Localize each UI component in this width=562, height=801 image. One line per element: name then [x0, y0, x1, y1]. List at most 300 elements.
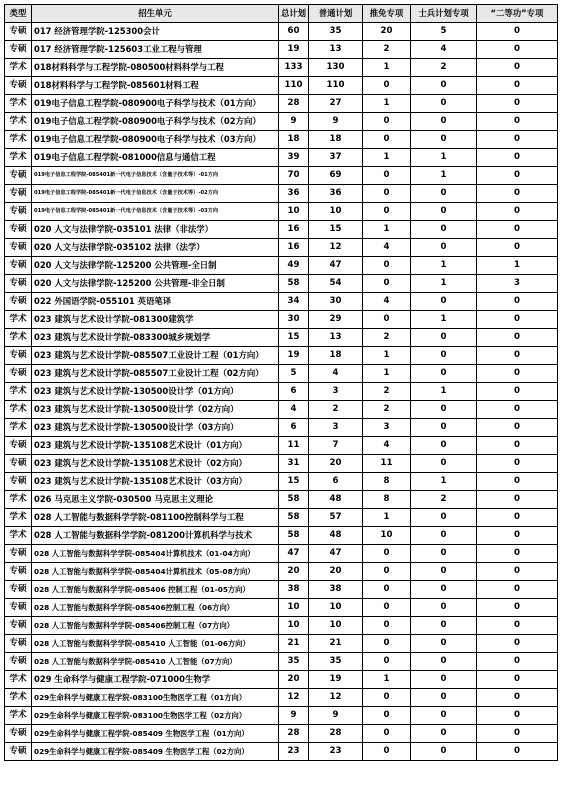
total-plan-cell: 5: [279, 365, 309, 383]
header-total: 总计划: [279, 5, 309, 23]
normal-plan-cell: 4: [309, 365, 363, 383]
normal-plan-cell: 7: [309, 437, 363, 455]
second-class-merit-cell: 0: [477, 149, 558, 167]
unit-cell: 029生命科学与健康工程学院-083100生物医学工程（01方向）: [32, 689, 279, 707]
enrollment-plan-table-wrapper: [4, 4, 558, 761]
tuimian-cell: 2: [363, 329, 411, 347]
total-plan-cell: 30: [279, 311, 309, 329]
soldier-plan-cell: 0: [411, 545, 477, 563]
type-cell: 学术: [5, 149, 32, 167]
unit-cell: 023 建筑与艺术设计学院-130500设计学（01方向）: [32, 383, 279, 401]
total-plan-cell: 15: [279, 473, 309, 491]
type-cell: 专硕: [5, 239, 32, 257]
type-cell: 专硕: [5, 653, 32, 671]
tuimian-cell: 1: [363, 671, 411, 689]
normal-plan-cell: 12: [309, 689, 363, 707]
tuimian-cell: 3: [363, 419, 411, 437]
unit-cell: 023 建筑与艺术设计学院-135108艺术设计（01方向）: [32, 437, 279, 455]
total-plan-cell: 11: [279, 437, 309, 455]
unit-cell: 028 人工智能与数据科学学院-085404计算机技术（05-08方向）: [32, 563, 279, 581]
soldier-plan-cell: 0: [411, 635, 477, 653]
unit-cell: 020 人文与法律学院-035101 法律（非法学）: [32, 221, 279, 239]
unit-cell: 023 建筑与艺术设计学院-135108艺术设计（02方向）: [32, 455, 279, 473]
soldier-plan-cell: 1: [411, 257, 477, 275]
total-plan-cell: 10: [279, 617, 309, 635]
table-row: [5, 689, 558, 707]
soldier-plan-cell: 0: [411, 113, 477, 131]
normal-plan-cell: 28: [309, 725, 363, 743]
second-class-merit-cell: 0: [477, 77, 558, 95]
type-cell: 学术: [5, 95, 32, 113]
second-class-merit-cell: 0: [477, 59, 558, 77]
normal-plan-cell: 13: [309, 329, 363, 347]
unit-cell: 029生命科学与健康工程学院-083100生物医学工程（02方向）: [32, 707, 279, 725]
header-tuimian: 推免专项: [363, 5, 411, 23]
type-cell: 专硕: [5, 275, 32, 293]
header-second-class-merit: “二等功”专项: [477, 5, 558, 23]
tuimian-cell: 0: [363, 617, 411, 635]
soldier-plan-cell: 1: [411, 167, 477, 185]
type-cell: 专硕: [5, 455, 32, 473]
tuimian-cell: 0: [363, 545, 411, 563]
unit-cell: 023 建筑与艺术设计学院-130500设计学（03方向）: [32, 419, 279, 437]
soldier-plan-cell: 0: [411, 95, 477, 113]
soldier-plan-cell: 4: [411, 41, 477, 59]
total-plan-cell: 20: [279, 563, 309, 581]
soldier-plan-cell: 0: [411, 203, 477, 221]
total-plan-cell: 9: [279, 113, 309, 131]
table-row: [5, 77, 558, 95]
tuimian-cell: 4: [363, 239, 411, 257]
normal-plan-cell: 37: [309, 149, 363, 167]
soldier-plan-cell: 0: [411, 743, 477, 761]
table-row: [5, 707, 558, 725]
tuimian-cell: 0: [363, 311, 411, 329]
table-row: [5, 239, 558, 257]
second-class-merit-cell: 0: [477, 383, 558, 401]
table-row: [5, 671, 558, 689]
type-cell: 专硕: [5, 23, 32, 41]
table-row: [5, 113, 558, 131]
unit-cell: 018材料科学与工程学院-080500材料科学与工程: [32, 59, 279, 77]
unit-cell: 023 建筑与艺术设计学院-130500设计学（02方向）: [32, 401, 279, 419]
type-cell: 专硕: [5, 599, 32, 617]
normal-plan-cell: 47: [309, 545, 363, 563]
unit-cell: 028 人工智能与数据科学学院-085410 人工智能（01-06方向）: [32, 635, 279, 653]
table-row: [5, 599, 558, 617]
tuimian-cell: 0: [363, 113, 411, 131]
soldier-plan-cell: 0: [411, 725, 477, 743]
total-plan-cell: 16: [279, 221, 309, 239]
table-row: [5, 581, 558, 599]
tuimian-cell: 0: [363, 743, 411, 761]
table-row: [5, 563, 558, 581]
unit-cell: 023 建筑与艺术设计学院-085507工业设计工程（01方向）: [32, 347, 279, 365]
table-row: [5, 617, 558, 635]
second-class-merit-cell: 0: [477, 185, 558, 203]
normal-plan-cell: 9: [309, 707, 363, 725]
soldier-plan-cell: 0: [411, 653, 477, 671]
type-cell: 专硕: [5, 581, 32, 599]
table-row: [5, 167, 558, 185]
table-row: [5, 23, 558, 41]
normal-plan-cell: 54: [309, 275, 363, 293]
normal-plan-cell: 12: [309, 239, 363, 257]
normal-plan-cell: 10: [309, 617, 363, 635]
normal-plan-cell: 9: [309, 113, 363, 131]
second-class-merit-cell: 0: [477, 347, 558, 365]
soldier-plan-cell: 0: [411, 707, 477, 725]
second-class-merit-cell: 0: [477, 635, 558, 653]
soldier-plan-cell: 0: [411, 329, 477, 347]
type-cell: 学术: [5, 383, 32, 401]
normal-plan-cell: 69: [309, 167, 363, 185]
unit-cell: 019电子信息工程学院-080900电子科学与技术（03方向）: [32, 131, 279, 149]
unit-cell: 019电子信息工程学院-080900电子科学与技术（01方向）: [32, 95, 279, 113]
soldier-plan-cell: 0: [411, 293, 477, 311]
total-plan-cell: 47: [279, 545, 309, 563]
tuimian-cell: 0: [363, 635, 411, 653]
second-class-merit-cell: 0: [477, 509, 558, 527]
unit-cell: 017 经济管理学院-125603工业工程与管理: [32, 41, 279, 59]
second-class-merit-cell: 0: [477, 725, 558, 743]
total-plan-cell: 28: [279, 95, 309, 113]
tuimian-cell: 0: [363, 185, 411, 203]
normal-plan-cell: 48: [309, 491, 363, 509]
tuimian-cell: 0: [363, 131, 411, 149]
type-cell: 学术: [5, 671, 32, 689]
normal-plan-cell: 48: [309, 527, 363, 545]
soldier-plan-cell: 1: [411, 311, 477, 329]
soldier-plan-cell: 1: [411, 275, 477, 293]
soldier-plan-cell: 0: [411, 563, 477, 581]
type-cell: 学术: [5, 113, 32, 131]
tuimian-cell: 1: [363, 347, 411, 365]
type-cell: 专硕: [5, 257, 32, 275]
normal-plan-cell: 2: [309, 401, 363, 419]
soldier-plan-cell: 0: [411, 599, 477, 617]
tuimian-cell: 1: [363, 509, 411, 527]
tuimian-cell: 20: [363, 23, 411, 41]
type-cell: 专硕: [5, 437, 32, 455]
second-class-merit-cell: 3: [477, 275, 558, 293]
second-class-merit-cell: 0: [477, 653, 558, 671]
table-row: [5, 131, 558, 149]
soldier-plan-cell: 0: [411, 221, 477, 239]
normal-plan-cell: 35: [309, 23, 363, 41]
type-cell: 学术: [5, 527, 32, 545]
unit-cell: 026 马克思主义学院-030500 马克思主义理论: [32, 491, 279, 509]
soldier-plan-cell: 5: [411, 23, 477, 41]
total-plan-cell: 110: [279, 77, 309, 95]
type-cell: 专硕: [5, 41, 32, 59]
type-cell: 专硕: [5, 635, 32, 653]
second-class-merit-cell: 0: [477, 131, 558, 149]
type-cell: 学术: [5, 509, 32, 527]
total-plan-cell: 12: [279, 689, 309, 707]
normal-plan-cell: 29: [309, 311, 363, 329]
total-plan-cell: 21: [279, 635, 309, 653]
total-plan-cell: 9: [279, 707, 309, 725]
total-plan-cell: 20: [279, 671, 309, 689]
normal-plan-cell: 15: [309, 221, 363, 239]
type-cell: 专硕: [5, 545, 32, 563]
total-plan-cell: 10: [279, 599, 309, 617]
unit-cell: 019电子信息工程学院-085401新一代电子信息技术（含量子技术等）-01方向: [32, 167, 279, 185]
table-row: [5, 59, 558, 77]
total-plan-cell: 36: [279, 185, 309, 203]
type-cell: 专硕: [5, 203, 32, 221]
normal-plan-cell: 18: [309, 131, 363, 149]
second-class-merit-cell: 0: [477, 203, 558, 221]
normal-plan-cell: 19: [309, 671, 363, 689]
type-cell: 学术: [5, 419, 32, 437]
tuimian-cell: 0: [363, 257, 411, 275]
unit-cell: 020 人文与法律学院-035102 法律（法学）: [32, 239, 279, 257]
tuimian-cell: 0: [363, 707, 411, 725]
tuimian-cell: 1: [363, 221, 411, 239]
enrollment-plan-table: [4, 4, 558, 761]
header-unit: 招生单元: [32, 5, 279, 23]
tuimian-cell: 0: [363, 167, 411, 185]
tuimian-cell: 0: [363, 275, 411, 293]
total-plan-cell: 19: [279, 41, 309, 59]
table-row: [5, 545, 558, 563]
second-class-merit-cell: 0: [477, 95, 558, 113]
second-class-merit-cell: 0: [477, 689, 558, 707]
table-row: [5, 275, 558, 293]
normal-plan-cell: 6: [309, 473, 363, 491]
normal-plan-cell: 38: [309, 581, 363, 599]
table-header-row: [5, 5, 558, 23]
total-plan-cell: 49: [279, 257, 309, 275]
total-plan-cell: 4: [279, 401, 309, 419]
type-cell: 学术: [5, 59, 32, 77]
second-class-merit-cell: 0: [477, 599, 558, 617]
unit-cell: 018材料科学与工程学院-085601材料工程: [32, 77, 279, 95]
tuimian-cell: 4: [363, 437, 411, 455]
type-cell: 学术: [5, 491, 32, 509]
table-row: [5, 185, 558, 203]
unit-cell: 023 建筑与艺术设计学院-083300城乡规划学: [32, 329, 279, 347]
soldier-plan-cell: 0: [411, 509, 477, 527]
unit-cell: 029生命科学与健康工程学院-085409 生物医学工程（02方向）: [32, 743, 279, 761]
total-plan-cell: 70: [279, 167, 309, 185]
type-cell: 专硕: [5, 77, 32, 95]
tuimian-cell: 0: [363, 581, 411, 599]
tuimian-cell: 0: [363, 77, 411, 95]
tuimian-cell: 1: [363, 95, 411, 113]
unit-cell: 023 建筑与艺术设计学院-135108艺术设计（03方向）: [32, 473, 279, 491]
tuimian-cell: 1: [363, 59, 411, 77]
normal-plan-cell: 20: [309, 563, 363, 581]
soldier-plan-cell: 1: [411, 383, 477, 401]
unit-cell: 028 人工智能与数据科学学院-085406控制工程（07方向）: [32, 617, 279, 635]
second-class-merit-cell: 0: [477, 221, 558, 239]
table-row: [5, 257, 558, 275]
unit-cell: 019电子信息工程学院-085401新一代电子信息技术（含量子技术等）-02方向: [32, 185, 279, 203]
total-plan-cell: 16: [279, 239, 309, 257]
table-row: [5, 419, 558, 437]
total-plan-cell: 23: [279, 743, 309, 761]
normal-plan-cell: 10: [309, 203, 363, 221]
table-row: [5, 365, 558, 383]
normal-plan-cell: 3: [309, 419, 363, 437]
normal-plan-cell: 21: [309, 635, 363, 653]
tuimian-cell: 0: [363, 725, 411, 743]
unit-cell: 020 人文与法律学院-125200 公共管理-全日制: [32, 257, 279, 275]
soldier-plan-cell: 0: [411, 401, 477, 419]
total-plan-cell: 6: [279, 383, 309, 401]
normal-plan-cell: 57: [309, 509, 363, 527]
soldier-plan-cell: 0: [411, 419, 477, 437]
tuimian-cell: 2: [363, 41, 411, 59]
soldier-plan-cell: 0: [411, 239, 477, 257]
second-class-merit-cell: 0: [477, 239, 558, 257]
type-cell: 专硕: [5, 725, 32, 743]
unit-cell: 028 人工智能与数据科学学院-081100控制科学与工程: [32, 509, 279, 527]
type-cell: 学术: [5, 311, 32, 329]
unit-cell: 028 人工智能与数据科学学院-085406 控制工程（01-05方向）: [32, 581, 279, 599]
second-class-merit-cell: 0: [477, 545, 558, 563]
tuimian-cell: 0: [363, 653, 411, 671]
table-body: [5, 23, 558, 761]
unit-cell: 028 人工智能与数据科学学院-085404计算机技术（01-04方向）: [32, 545, 279, 563]
header-normal: 普通计划: [309, 5, 363, 23]
second-class-merit-cell: 0: [477, 401, 558, 419]
table-row: [5, 635, 558, 653]
normal-plan-cell: 13: [309, 41, 363, 59]
unit-cell: 019电子信息工程学院-080900电子科学与技术（02方向）: [32, 113, 279, 131]
table-row: [5, 383, 558, 401]
second-class-merit-cell: 0: [477, 419, 558, 437]
table-row: [5, 509, 558, 527]
unit-cell: 029生命科学与健康工程学院-085409 生物医学工程（01方向）: [32, 725, 279, 743]
tuimian-cell: 2: [363, 401, 411, 419]
type-cell: 专硕: [5, 563, 32, 581]
unit-cell: 028 人工智能与数据科学学院-085406控制工程（06方向）: [32, 599, 279, 617]
type-cell: 专硕: [5, 167, 32, 185]
header-soldier: 士兵计划专项: [411, 5, 477, 23]
normal-plan-cell: 18: [309, 347, 363, 365]
unit-cell: 019电子信息工程学院-081000信息与通信工程: [32, 149, 279, 167]
total-plan-cell: 38: [279, 581, 309, 599]
type-cell: 专硕: [5, 473, 32, 491]
table-row: [5, 293, 558, 311]
type-cell: 专硕: [5, 293, 32, 311]
tuimian-cell: 0: [363, 563, 411, 581]
table-row: [5, 473, 558, 491]
second-class-merit-cell: 1: [477, 257, 558, 275]
second-class-merit-cell: 0: [477, 167, 558, 185]
total-plan-cell: 58: [279, 491, 309, 509]
tuimian-cell: 0: [363, 599, 411, 617]
type-cell: 学术: [5, 707, 32, 725]
table-row: [5, 653, 558, 671]
tuimian-cell: 8: [363, 491, 411, 509]
total-plan-cell: 34: [279, 293, 309, 311]
unit-cell: 022 外国语学院-055101 英语笔译: [32, 293, 279, 311]
soldier-plan-cell: 0: [411, 455, 477, 473]
table-row: [5, 527, 558, 545]
total-plan-cell: 28: [279, 725, 309, 743]
second-class-merit-cell: 0: [477, 365, 558, 383]
soldier-plan-cell: 0: [411, 347, 477, 365]
soldier-plan-cell: 1: [411, 149, 477, 167]
type-cell: 专硕: [5, 617, 32, 635]
total-plan-cell: 58: [279, 509, 309, 527]
table-row: [5, 347, 558, 365]
type-cell: 学术: [5, 689, 32, 707]
second-class-merit-cell: 0: [477, 473, 558, 491]
soldier-plan-cell: 0: [411, 185, 477, 203]
normal-plan-cell: 35: [309, 653, 363, 671]
unit-cell: 028 人工智能与数据科学学院-085410 人工智能（07方向）: [32, 653, 279, 671]
total-plan-cell: 58: [279, 275, 309, 293]
tuimian-cell: 10: [363, 527, 411, 545]
table-row: [5, 401, 558, 419]
header-type: 类型: [5, 5, 32, 23]
unit-cell: 017 经济管理学院-125300会计: [32, 23, 279, 41]
tuimian-cell: 0: [363, 203, 411, 221]
normal-plan-cell: 23: [309, 743, 363, 761]
unit-cell: 019电子信息工程学院-085401新一代电子信息技术（含量子技术等）-03方向: [32, 203, 279, 221]
total-plan-cell: 10: [279, 203, 309, 221]
table-row: [5, 41, 558, 59]
soldier-plan-cell: 2: [411, 59, 477, 77]
table-row: [5, 149, 558, 167]
table-row: [5, 437, 558, 455]
second-class-merit-cell: 0: [477, 563, 558, 581]
table-row: [5, 329, 558, 347]
normal-plan-cell: 10: [309, 599, 363, 617]
unit-cell: 028 人工智能与数据科学学院-081200计算机科学与技术: [32, 527, 279, 545]
normal-plan-cell: 47: [309, 257, 363, 275]
second-class-merit-cell: 0: [477, 41, 558, 59]
second-class-merit-cell: 0: [477, 581, 558, 599]
total-plan-cell: 19: [279, 347, 309, 365]
tuimian-cell: 4: [363, 293, 411, 311]
normal-plan-cell: 3: [309, 383, 363, 401]
second-class-merit-cell: 0: [477, 311, 558, 329]
total-plan-cell: 18: [279, 131, 309, 149]
table-row: [5, 455, 558, 473]
total-plan-cell: 35: [279, 653, 309, 671]
total-plan-cell: 31: [279, 455, 309, 473]
total-plan-cell: 39: [279, 149, 309, 167]
normal-plan-cell: 110: [309, 77, 363, 95]
type-cell: 学术: [5, 329, 32, 347]
second-class-merit-cell: 0: [477, 671, 558, 689]
normal-plan-cell: 27: [309, 95, 363, 113]
type-cell: 专硕: [5, 743, 32, 761]
soldier-plan-cell: 2: [411, 491, 477, 509]
second-class-merit-cell: 0: [477, 743, 558, 761]
unit-cell: 023 建筑与艺术设计学院-081300建筑学: [32, 311, 279, 329]
tuimian-cell: 1: [363, 149, 411, 167]
second-class-merit-cell: 0: [477, 617, 558, 635]
second-class-merit-cell: 0: [477, 455, 558, 473]
normal-plan-cell: 20: [309, 455, 363, 473]
unit-cell: 029 生命科学与健康工程学院-071000生物学: [32, 671, 279, 689]
tuimian-cell: 2: [363, 383, 411, 401]
tuimian-cell: 0: [363, 689, 411, 707]
total-plan-cell: 58: [279, 527, 309, 545]
tuimian-cell: 1: [363, 365, 411, 383]
second-class-merit-cell: 0: [477, 23, 558, 41]
second-class-merit-cell: 0: [477, 437, 558, 455]
type-cell: 专硕: [5, 221, 32, 239]
